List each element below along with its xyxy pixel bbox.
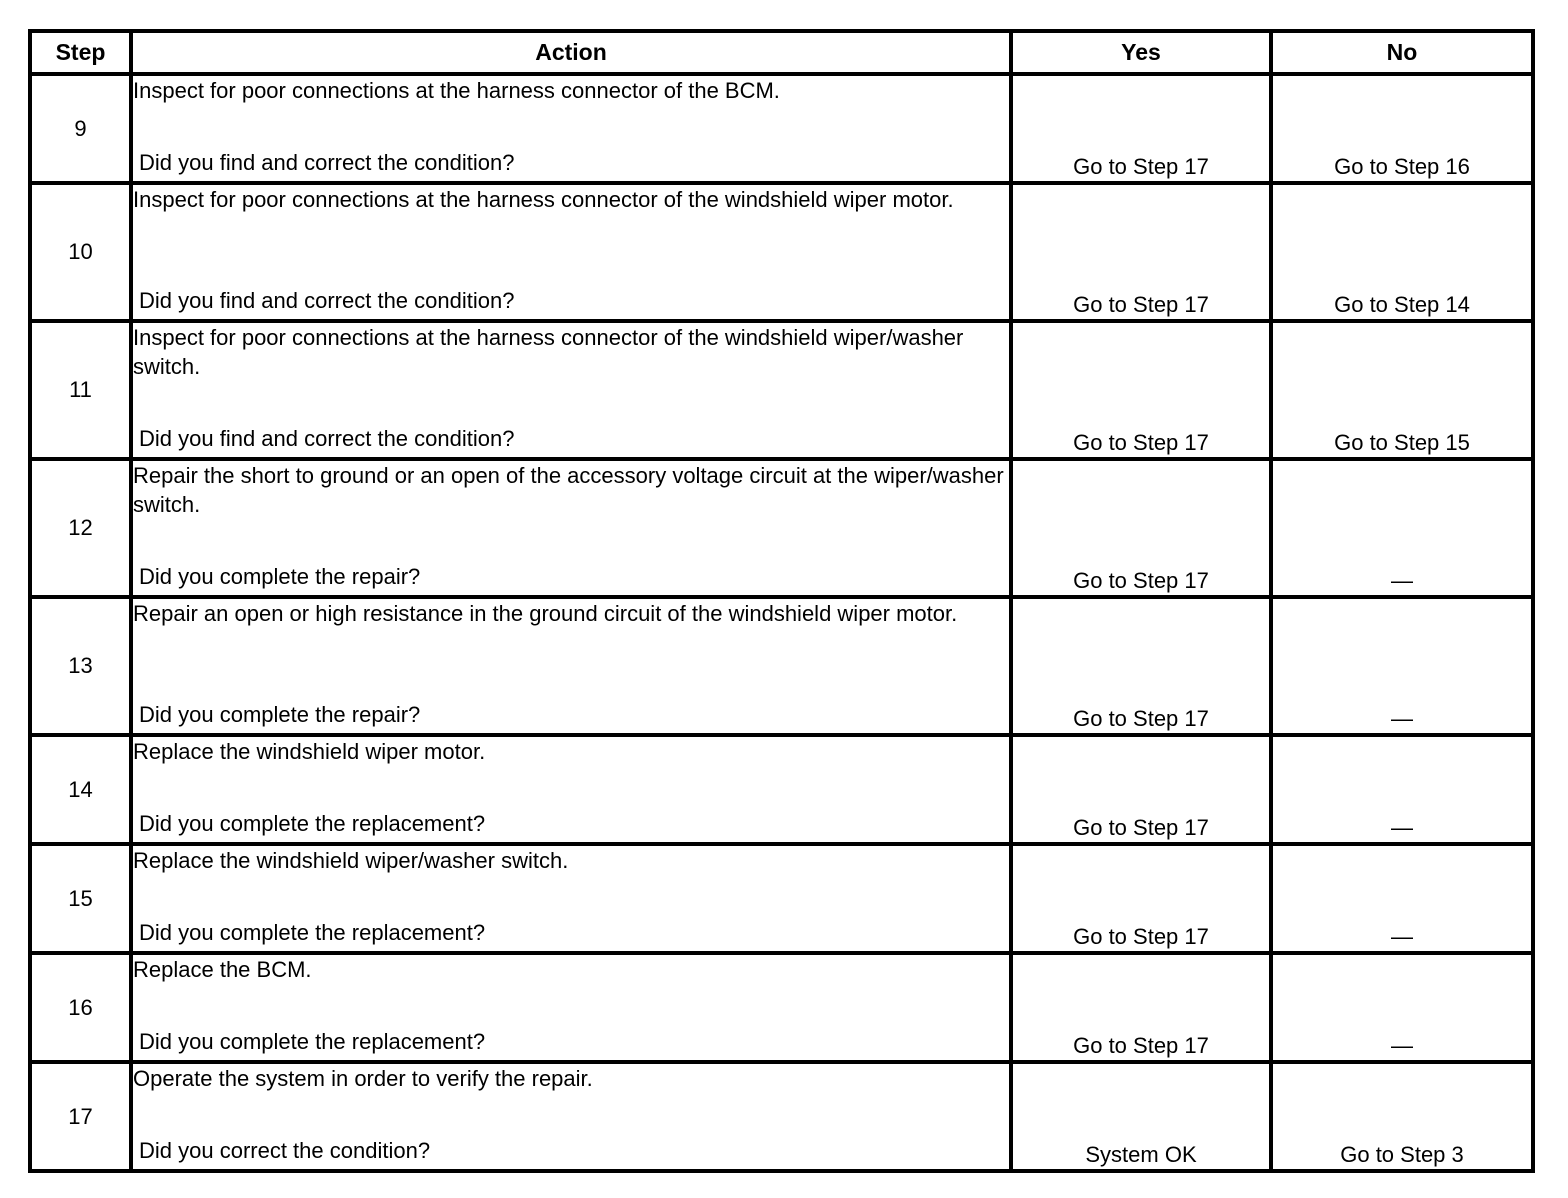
action-cell [131, 844, 1011, 953]
action-question: Did you find and correct the condition? [139, 150, 515, 175]
no-result: Go to Step 15 [1271, 321, 1533, 459]
action-cell [131, 735, 1011, 844]
header-no: No [1271, 31, 1533, 74]
table-row [30, 321, 1533, 459]
action-cell [131, 321, 1011, 459]
yes-result: System OK [1011, 1062, 1271, 1171]
header-step: Step [30, 31, 131, 74]
action-question: Did you complete the replacement? [139, 920, 486, 945]
yes-result: Go to Step 17 [1011, 183, 1271, 321]
header-yes: Yes [1011, 31, 1271, 74]
action-question: Did you find and correct the condition? [139, 288, 515, 313]
action-question: Did you find and correct the condition? [139, 426, 515, 451]
yes-result: Go to Step 17 [1011, 953, 1271, 1062]
header-action: Action [131, 31, 1011, 74]
no-result: Go to Step 16 [1271, 74, 1533, 183]
no-result: — [1271, 735, 1533, 844]
no-result: Go to Step 3 [1271, 1062, 1533, 1171]
table-row [30, 735, 1533, 844]
action-question: Did you complete the repair? [139, 564, 421, 589]
action-cell [131, 459, 1011, 597]
action-question: Did you complete the replacement? [139, 1029, 486, 1054]
no-result: — [1271, 844, 1533, 953]
step-number: 14 [30, 735, 131, 844]
step-number: 15 [30, 844, 131, 953]
step-number: 12 [30, 459, 131, 597]
step-number: 17 [30, 1062, 131, 1171]
action-cell [131, 1062, 1011, 1171]
action-instruction: Replace the windshield wiper motor. [133, 739, 486, 764]
table-row [30, 844, 1533, 953]
action-cell [131, 183, 1011, 321]
action-question: Did you complete the replacement? [139, 811, 486, 836]
no-result: — [1271, 597, 1533, 735]
step-number: 16 [30, 953, 131, 1062]
yes-result: Go to Step 17 [1011, 844, 1271, 953]
action-instruction: Operate the system in order to verify the repair. [133, 1066, 593, 1091]
table-row [30, 1062, 1533, 1171]
yes-result: Go to Step 17 [1011, 597, 1271, 735]
action-cell [131, 74, 1011, 183]
header-row [30, 31, 1533, 74]
action-question: Did you correct the condition? [139, 1138, 431, 1163]
yes-result: Go to Step 17 [1011, 321, 1271, 459]
action-instruction: Inspect for poor connections at the harness connector of the windshield wiper motor. [133, 187, 954, 212]
action-cell [131, 953, 1011, 1062]
action-instruction: Inspect for poor connections at the harness connector of the BCM. [133, 78, 780, 103]
action-instruction: Replace the windshield wiper/washer switch. [133, 848, 569, 873]
step-number: 9 [30, 74, 131, 183]
table-row [30, 183, 1533, 321]
yes-result: Go to Step 17 [1011, 459, 1271, 597]
action-question: Did you complete the repair? [139, 702, 421, 727]
diagnostic-table [28, 29, 1535, 1173]
action-instruction: Repair the short to ground or an open of the accessory voltage circuit at the wiper/washer switch. [133, 463, 1004, 517]
action-instruction: Replace the BCM. [133, 957, 312, 982]
step-number: 11 [30, 321, 131, 459]
table-row [30, 597, 1533, 735]
table-row [30, 459, 1533, 597]
no-result: — [1271, 459, 1533, 597]
yes-result: Go to Step 17 [1011, 735, 1271, 844]
yes-result: Go to Step 17 [1011, 74, 1271, 183]
table-row [30, 953, 1533, 1062]
table-row [30, 74, 1533, 183]
no-result: — [1271, 953, 1533, 1062]
action-instruction: Repair an open or high resistance in the ground circuit of the windshield wiper motor. [133, 601, 958, 626]
no-result: Go to Step 14 [1271, 183, 1533, 321]
action-cell [131, 597, 1011, 735]
step-number: 13 [30, 597, 131, 735]
step-number: 10 [30, 183, 131, 321]
action-instruction: Inspect for poor connections at the harness connector of the windshield wiper/washer switch. [133, 325, 964, 379]
